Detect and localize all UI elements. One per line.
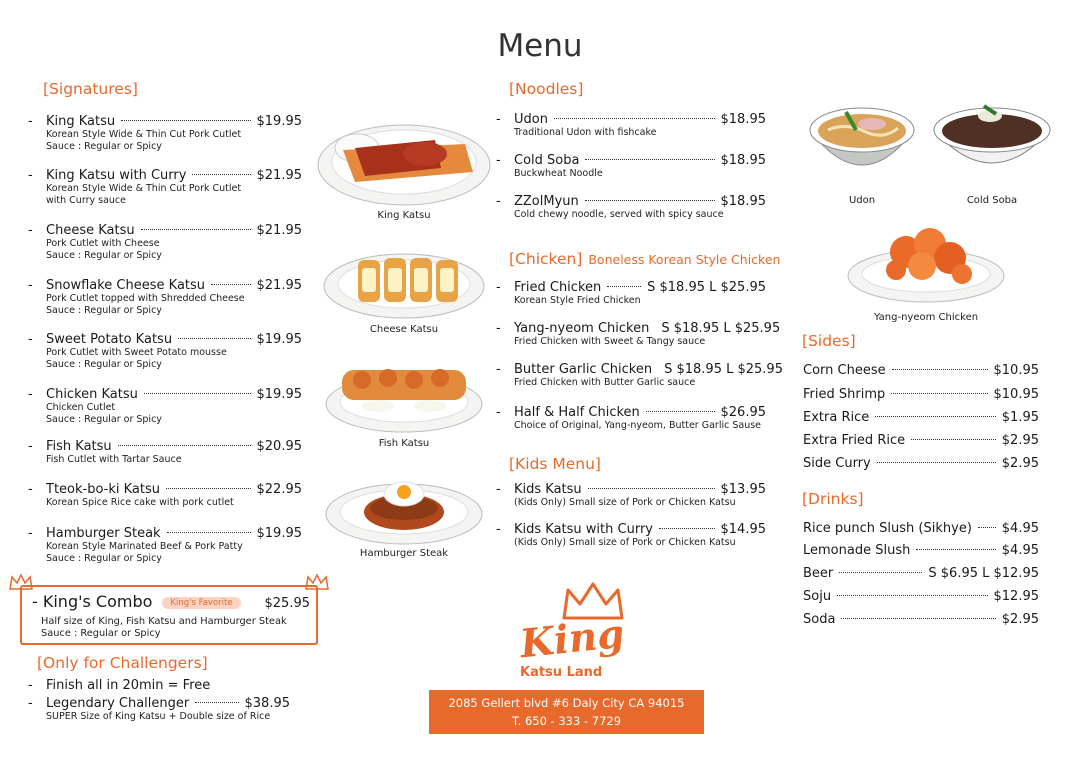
item-price: $19.95 xyxy=(256,387,302,402)
bullet-dash: - xyxy=(496,482,501,497)
item-description: Korean Style Fried Chicken xyxy=(514,295,641,306)
item-price: $20.95 xyxy=(256,439,302,454)
section-chicken-label: [Chicken] xyxy=(509,250,583,268)
chicken-item xyxy=(496,321,781,348)
item-name: Butter Garlic Chicken xyxy=(514,362,653,377)
item-name: Fried Shrimp xyxy=(803,387,886,402)
logo-wordmark: King xyxy=(517,610,627,668)
king-katsu-image xyxy=(315,110,493,210)
item-description: Korean Style Wide & Thin Cut Pork Cutlet xyxy=(46,183,242,194)
item-row xyxy=(28,526,302,541)
drinks-item xyxy=(803,521,1039,536)
item-row xyxy=(496,522,766,537)
item-description: Pork Cutlet with Sweet Potato mousse xyxy=(46,347,227,358)
address-box xyxy=(429,690,704,734)
bullet-dash: - xyxy=(496,194,501,209)
item-description: Choice of Original, Yang-nyeom, Butter Garlic Sause xyxy=(514,420,762,431)
item-description: Sauce : Regular or Spicy xyxy=(46,250,162,261)
item-row xyxy=(28,168,302,183)
cheese-katsu-image xyxy=(320,242,488,322)
item-price: $22.95 xyxy=(256,482,302,497)
bullet-dash: - xyxy=(28,482,33,497)
item-description: with Curry sauce xyxy=(46,195,126,206)
dot-leader xyxy=(554,118,715,119)
item-description: SUPER Size of King Katsu + Double size of Rice xyxy=(46,711,271,722)
dot-leader xyxy=(585,159,714,160)
dot-leader xyxy=(978,527,996,528)
section-chicken xyxy=(509,250,780,268)
combo-desc-line1: Half size of King, Fish Katsu and Hamburger Steak xyxy=(41,616,287,627)
signatures-item xyxy=(28,332,302,371)
item-row xyxy=(803,410,1039,425)
signatures-item xyxy=(28,278,302,317)
bullet-dash: - xyxy=(496,522,501,537)
bullet-dash: - xyxy=(496,405,501,420)
item-price: S $18.95 L $25.95 xyxy=(661,321,781,336)
item-name: Soju xyxy=(803,589,832,604)
hamburger-steak-image xyxy=(322,472,486,546)
item-row xyxy=(496,405,766,420)
item-row xyxy=(496,194,766,209)
item-description: Traditional Udon with fishcake xyxy=(514,127,657,138)
item-name: King Katsu xyxy=(46,114,116,129)
favorite-badge: King's Favorite xyxy=(162,597,240,609)
item-price: $4.95 xyxy=(1001,521,1039,536)
item-row xyxy=(803,456,1039,471)
item-row xyxy=(496,280,766,295)
item-row xyxy=(28,439,302,454)
signatures-item xyxy=(28,526,302,565)
item-price: $10.95 xyxy=(993,363,1039,378)
item-price: $26.95 xyxy=(720,405,766,420)
item-price: $2.95 xyxy=(1001,433,1039,448)
item-price: $19.95 xyxy=(256,332,302,347)
drinks-item xyxy=(803,543,1039,558)
dot-leader xyxy=(659,528,715,529)
item-row xyxy=(803,363,1039,378)
signatures-item xyxy=(28,114,302,153)
challengers-item xyxy=(28,678,290,693)
bullet-dash: - xyxy=(496,321,501,336)
item-row xyxy=(28,278,302,293)
dot-leader xyxy=(607,286,641,287)
bullet-dash: - xyxy=(28,439,33,454)
item-description: (Kids Only) Small size of Pork or Chicken Katsu xyxy=(514,497,736,508)
item-description: Sauce : Regular or Spicy xyxy=(46,141,162,152)
section-drinks: [Drinks] xyxy=(802,490,864,508)
item-name: ZZolMyun xyxy=(514,194,579,209)
section-kids: [Kids Menu] xyxy=(509,455,601,473)
item-description: Pork Cutlet with Cheese xyxy=(46,238,160,249)
item-name: Kids Katsu with Curry xyxy=(514,522,653,537)
item-description: Buckwheat Noodle xyxy=(514,168,603,179)
item-row xyxy=(28,332,302,347)
dot-leader xyxy=(839,572,922,573)
chicken-item xyxy=(496,362,783,389)
dot-leader xyxy=(166,488,251,489)
item-name: Legendary Challenger xyxy=(46,696,190,711)
item-description: Korean Style Wide & Thin Cut Pork Cutlet xyxy=(46,129,242,140)
phone-line: T. 650 - 333 - 7729 xyxy=(511,714,622,728)
sides-item xyxy=(803,387,1039,402)
item-row xyxy=(28,696,290,711)
item-description: Chicken Cutlet xyxy=(46,402,116,413)
crown-icon xyxy=(8,573,34,591)
cold-soba-image xyxy=(930,100,1054,188)
item-price: $18.95 xyxy=(720,194,766,209)
combo-box xyxy=(20,585,318,645)
item-name: Fried Chicken xyxy=(514,280,602,295)
item-price: $19.95 xyxy=(256,114,302,129)
item-price: $21.95 xyxy=(256,168,302,183)
item-row xyxy=(28,482,302,497)
caption-yangnyeom-chicken: Yang-nyeom Chicken xyxy=(873,312,979,323)
item-price: $12.95 xyxy=(993,589,1039,604)
item-row xyxy=(803,543,1039,558)
signatures-item xyxy=(28,168,302,207)
item-row xyxy=(803,433,1039,448)
caption-udon: Udon xyxy=(848,195,876,206)
bullet-dash: - xyxy=(28,278,33,293)
combo-dash: - xyxy=(32,592,43,611)
item-name: Hamburger Steak xyxy=(46,526,161,541)
combo-desc-line2: Sauce : Regular or Spicy xyxy=(41,628,161,639)
chicken-item xyxy=(496,280,766,307)
bullet-dash: - xyxy=(496,280,501,295)
item-row xyxy=(496,153,766,168)
item-row xyxy=(803,387,1039,402)
dot-leader xyxy=(646,411,715,412)
item-name: Kids Katsu xyxy=(514,482,582,497)
dot-leader xyxy=(195,702,238,703)
item-name: Extra Rice xyxy=(803,410,870,425)
item-name: King Katsu with Curry xyxy=(46,168,187,183)
sides-item xyxy=(803,363,1039,378)
item-row xyxy=(28,387,302,402)
item-description: Sauce : Regular or Spicy xyxy=(46,414,162,425)
item-name: Cheese Katsu xyxy=(46,223,135,238)
item-price: $10.95 xyxy=(993,387,1039,402)
section-noodles: [Noodles] xyxy=(509,80,584,98)
combo-desc xyxy=(41,616,287,640)
item-price: $18.95 xyxy=(720,112,766,127)
item-description: Fried Chicken with Butter Garlic sauce xyxy=(514,377,696,388)
caption-cheese-katsu: Cheese Katsu xyxy=(369,324,439,335)
item-row xyxy=(803,589,1039,604)
bullet-dash: - xyxy=(28,168,33,183)
chicken-item xyxy=(496,405,766,432)
address-line: 2085 Gellert blvd #6 Daly City CA 94015 xyxy=(448,696,685,710)
dot-leader xyxy=(178,338,250,339)
combo-name: King's Combo xyxy=(42,592,153,611)
item-row xyxy=(496,321,781,336)
item-row xyxy=(28,678,290,693)
dot-leader xyxy=(118,445,251,446)
bullet-dash: - xyxy=(28,332,33,347)
dot-leader xyxy=(585,200,715,201)
sides-item xyxy=(803,456,1039,471)
section-challengers: [Only for Challengers] xyxy=(37,654,208,672)
dot-leader xyxy=(877,462,996,463)
yangnyeom-chicken-image xyxy=(846,218,1006,308)
item-row xyxy=(28,114,302,129)
item-row xyxy=(496,482,766,497)
page-title: Menu xyxy=(497,28,583,64)
item-name: Extra Fried Rice xyxy=(803,433,906,448)
section-sides: [Sides] xyxy=(802,332,856,350)
bullet-dash: - xyxy=(28,696,33,711)
item-row xyxy=(803,612,1039,627)
item-row xyxy=(803,566,1039,581)
item-description: Fried Chicken with Sweet & Tangy sauce xyxy=(514,336,706,347)
item-name: Fish Katsu xyxy=(46,439,112,454)
section-signatures: [Signatures] xyxy=(43,80,138,98)
dot-leader xyxy=(211,284,250,285)
drinks-item xyxy=(803,566,1039,581)
noodles-item xyxy=(496,112,766,139)
item-name: Finish all in 20min = Free xyxy=(46,678,211,693)
dot-leader xyxy=(167,532,251,533)
item-price: $19.95 xyxy=(256,526,302,541)
item-description: Pork Cutlet topped with Shredded Cheese xyxy=(46,293,245,304)
logo-subtitle: Katsu Land xyxy=(520,665,603,680)
signatures-item xyxy=(28,387,302,426)
item-row xyxy=(496,112,766,127)
crown-icon xyxy=(304,573,330,591)
item-name: Tteok-bo-ki Katsu xyxy=(46,482,160,497)
bullet-dash: - xyxy=(496,362,501,377)
item-row xyxy=(28,223,302,238)
item-price: $2.95 xyxy=(1001,456,1039,471)
drinks-item xyxy=(803,612,1039,627)
caption-king-katsu: King Katsu xyxy=(377,210,431,221)
item-description: Korean Style Marinated Beef & Pork Patty xyxy=(46,541,243,552)
item-description: (Kids Only) Small size of Pork or Chicken Katsu xyxy=(514,537,736,548)
dot-leader xyxy=(875,416,996,417)
item-name: Lemonade Slush xyxy=(803,543,911,558)
caption-cold-soba: Cold Soba xyxy=(966,195,1018,206)
dot-leader xyxy=(891,393,987,394)
noodles-item xyxy=(496,194,766,221)
item-name: Sweet Potato Katsu xyxy=(46,332,173,347)
combo-price: $25.95 xyxy=(264,596,310,611)
dot-leader xyxy=(916,549,995,550)
dot-leader xyxy=(141,229,251,230)
caption-fish-katsu: Fish Katsu xyxy=(378,438,430,449)
item-description: Sauce : Regular or Spicy xyxy=(46,305,162,316)
signatures-item xyxy=(28,439,302,466)
dot-leader xyxy=(588,488,715,489)
dot-leader xyxy=(192,174,250,175)
dot-leader xyxy=(841,618,995,619)
item-price: $13.95 xyxy=(720,482,766,497)
signatures-item xyxy=(28,482,302,509)
item-name: Udon xyxy=(514,112,548,127)
dot-leader xyxy=(911,439,996,440)
bullet-dash: - xyxy=(496,112,501,127)
item-row xyxy=(496,362,783,377)
item-price: $2.95 xyxy=(1001,612,1039,627)
item-price: S $6.95 L $12.95 xyxy=(928,566,1039,581)
dot-leader xyxy=(144,393,251,394)
bullet-dash: - xyxy=(28,114,33,129)
item-description: Cold chewy noodle, served with spicy sauce xyxy=(514,209,724,220)
caption-hamburger-steak: Hamburger Steak xyxy=(359,548,449,559)
section-chicken-subtitle: Boneless Korean Style Chicken xyxy=(588,252,781,267)
udon-image xyxy=(806,100,918,190)
item-name: Soda xyxy=(803,612,836,627)
item-name: Yang-nyeom Chicken xyxy=(514,321,650,336)
kids-item xyxy=(496,522,766,549)
item-name: Side Curry xyxy=(803,456,871,471)
bullet-dash: - xyxy=(28,526,33,541)
item-name: Corn Cheese xyxy=(803,363,886,378)
item-name: Snowflake Cheese Katsu xyxy=(46,278,206,293)
item-price: $21.95 xyxy=(256,278,302,293)
bullet-dash: - xyxy=(28,387,33,402)
sides-item xyxy=(803,410,1039,425)
item-description: Korean Spice Rice cake with pork cutlet xyxy=(46,497,234,508)
item-price: $21.95 xyxy=(256,223,302,238)
combo-row xyxy=(32,592,310,611)
item-row xyxy=(803,521,1039,536)
item-description: Sauce : Regular or Spicy xyxy=(46,553,162,564)
dot-leader xyxy=(121,120,250,121)
item-price: S $18.95 L $25.95 xyxy=(664,362,783,377)
drinks-item xyxy=(803,589,1039,604)
signatures-item xyxy=(28,223,302,262)
item-name: Cold Soba xyxy=(514,153,580,168)
item-price: $1.95 xyxy=(1001,410,1039,425)
item-name: Beer xyxy=(803,566,834,581)
item-price: S $18.95 L $25.95 xyxy=(647,280,766,295)
bullet-dash: - xyxy=(28,678,33,693)
bullet-dash: - xyxy=(496,153,501,168)
item-name: Half & Half Chicken xyxy=(514,405,640,420)
item-price: $18.95 xyxy=(720,153,766,168)
dot-leader xyxy=(837,595,987,596)
item-price: $38.95 xyxy=(244,696,290,711)
challengers-item xyxy=(28,696,290,723)
item-price: $4.95 xyxy=(1001,543,1039,558)
item-name: Chicken Katsu xyxy=(46,387,138,402)
bullet-dash: - xyxy=(28,223,33,238)
sides-item xyxy=(803,433,1039,448)
dot-leader xyxy=(892,369,988,370)
item-price: $14.95 xyxy=(720,522,766,537)
item-description: Fish Cutlet with Tartar Sauce xyxy=(46,454,182,465)
item-description: Sauce : Regular or Spicy xyxy=(46,359,162,370)
kids-item xyxy=(496,482,766,509)
noodles-item xyxy=(496,153,766,180)
item-name: Rice punch Slush (Sikhye) xyxy=(803,521,972,536)
fish-katsu-image xyxy=(322,358,486,436)
